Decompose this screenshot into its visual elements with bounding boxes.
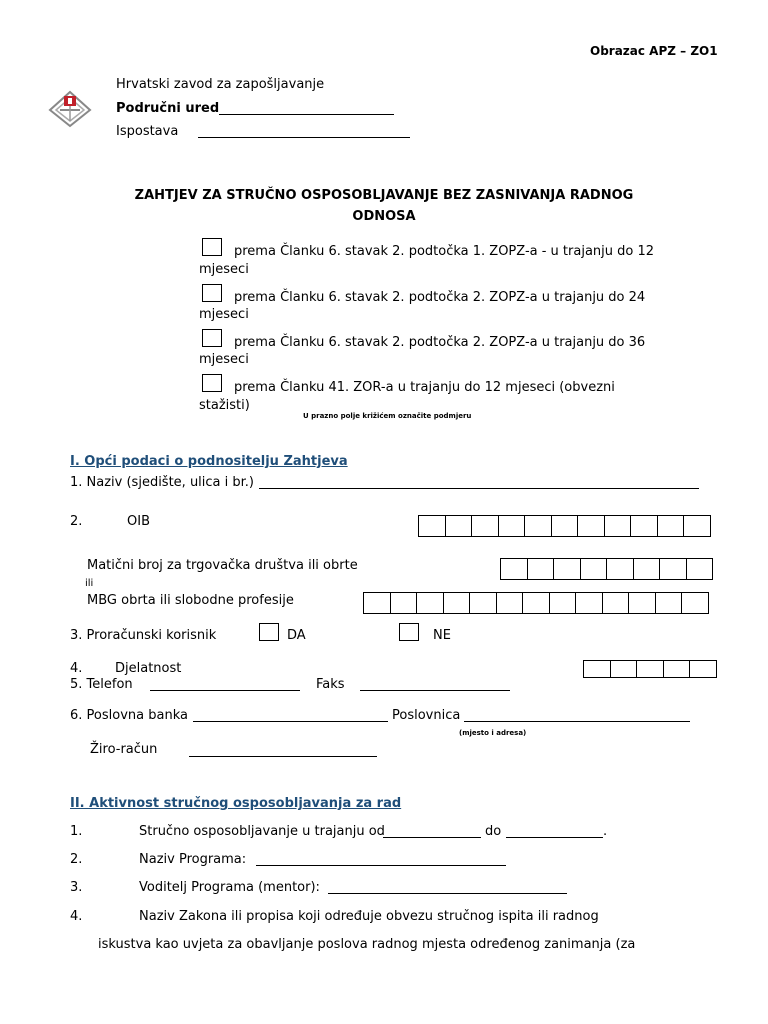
mbg-cell[interactable] bbox=[628, 592, 656, 614]
budget-user-yes-checkbox[interactable] bbox=[259, 623, 279, 641]
duration-end-period: . bbox=[603, 824, 608, 839]
mb-cell[interactable] bbox=[500, 558, 528, 580]
regional-office-label: Područni ured bbox=[116, 101, 220, 116]
duration-to-field[interactable] bbox=[506, 837, 603, 838]
s2-item-3-text: Voditelj Programa (mentor): bbox=[139, 880, 320, 895]
fax-label: Faks bbox=[316, 677, 345, 692]
program-name-field[interactable] bbox=[256, 865, 506, 866]
item-2-number: 2. bbox=[70, 514, 83, 529]
s2-item-4-text: Naziv Zakona ili propisa koji određuje obvezu stručnog ispita ili radnog bbox=[139, 909, 599, 924]
bank-field[interactable] bbox=[193, 721, 388, 722]
mb-cell[interactable] bbox=[580, 558, 608, 580]
oib-cell[interactable] bbox=[445, 515, 473, 537]
activity-cell[interactable] bbox=[610, 660, 638, 678]
item-5-label: 5. Telefon bbox=[70, 677, 133, 692]
mb-cell[interactable] bbox=[553, 558, 581, 580]
regional-office-field[interactable] bbox=[219, 114, 394, 115]
oib-cell[interactable] bbox=[577, 515, 605, 537]
mb-grid[interactable] bbox=[500, 558, 713, 580]
no-label: NE bbox=[433, 628, 451, 643]
mb-cell[interactable] bbox=[686, 558, 714, 580]
mbg-grid[interactable] bbox=[363, 592, 709, 614]
oib-cell[interactable] bbox=[604, 515, 632, 537]
mbg-label: MBG obrta ili slobodne profesije bbox=[87, 593, 294, 608]
oib-cell[interactable] bbox=[524, 515, 552, 537]
option-4-checkbox[interactable] bbox=[202, 374, 222, 392]
branch-label: Ispostava bbox=[116, 124, 179, 139]
oib-label: OIB bbox=[127, 514, 150, 529]
mb-cell[interactable] bbox=[659, 558, 687, 580]
account-label: Žiro-račun bbox=[90, 742, 158, 757]
s2-item-1-number: 1. bbox=[70, 824, 83, 839]
branch-field[interactable] bbox=[198, 137, 410, 138]
options-note: U prazno polje križićem označite podmjeru bbox=[303, 412, 472, 420]
oib-cell[interactable] bbox=[683, 515, 711, 537]
phone-field[interactable] bbox=[150, 690, 300, 691]
activity-cell[interactable] bbox=[636, 660, 664, 678]
oib-cell[interactable] bbox=[418, 515, 446, 537]
option-4-text: prema Članku 41. ZOR-a u trajanju do 12 mjeseci (obvezni bbox=[234, 380, 615, 395]
s2-item-1-text: Stručno osposobljavanje u trajanju od bbox=[139, 824, 385, 839]
institution-name: Hrvatski zavod za zapošljavanje bbox=[116, 77, 325, 92]
option-2-text-cont: mjeseci bbox=[199, 307, 249, 322]
mbg-cell[interactable] bbox=[549, 592, 577, 614]
s2-item-4-number: 4. bbox=[70, 909, 83, 924]
s2-item-4-continuation: iskustva kao uvjeta za obavljanje poslova radnog mjesta određenog zanimanja (za bbox=[98, 937, 636, 952]
account-field[interactable] bbox=[189, 756, 377, 757]
s2-item-2-number: 2. bbox=[70, 852, 83, 867]
name-address-field[interactable] bbox=[259, 488, 699, 489]
option-1-text-cont: mjeseci bbox=[199, 262, 249, 277]
option-1-text: prema Članku 6. stavak 2. podtočka 1. ZOPZ-a - u trajanju do 12 bbox=[234, 244, 655, 259]
form-code: Obrazac APZ – ZO1 bbox=[590, 44, 718, 58]
mbg-cell[interactable] bbox=[363, 592, 391, 614]
option-1-checkbox[interactable] bbox=[202, 238, 222, 256]
duration-from-field[interactable] bbox=[383, 837, 481, 838]
activity-label: Djelatnost bbox=[115, 661, 182, 676]
oib-grid[interactable] bbox=[418, 515, 711, 537]
mbg-cell[interactable] bbox=[390, 592, 418, 614]
mbg-cell[interactable] bbox=[575, 592, 603, 614]
mentor-field[interactable] bbox=[328, 893, 567, 894]
mb-cell[interactable] bbox=[527, 558, 555, 580]
mbg-cell[interactable] bbox=[602, 592, 630, 614]
branch-office-note: (mjesto i adresa) bbox=[459, 729, 527, 737]
oib-cell[interactable] bbox=[551, 515, 579, 537]
s2-item-3-number: 3. bbox=[70, 880, 83, 895]
activity-cell[interactable] bbox=[583, 660, 611, 678]
mb-label: Matični broj za trgovačka društva ili obrte bbox=[87, 558, 358, 573]
option-3-text: prema Članku 6. stavak 2. podtočka 2. ZOPZ-a u trajanju do 36 bbox=[234, 335, 646, 350]
oib-cell[interactable] bbox=[471, 515, 499, 537]
duration-to-label: do bbox=[485, 824, 502, 839]
mbg-cell[interactable] bbox=[522, 592, 550, 614]
option-4-text-cont: stažisti) bbox=[199, 398, 250, 413]
or-label: ili bbox=[85, 578, 94, 589]
section-2-title: II. Aktivnost stručnog osposobljavanja za rad bbox=[70, 796, 402, 811]
yes-label: DA bbox=[287, 628, 306, 643]
item-4-number: 4. bbox=[70, 661, 83, 676]
mbg-cell[interactable] bbox=[469, 592, 497, 614]
option-2-text: prema Članku 6. stavak 2. podtočka 2. ZOPZ-a u trajanju do 24 bbox=[234, 290, 646, 305]
activity-grid[interactable] bbox=[583, 660, 717, 678]
fax-field[interactable] bbox=[360, 690, 510, 691]
s2-item-2-text: Naziv Programa: bbox=[139, 852, 247, 867]
mbg-cell[interactable] bbox=[443, 592, 471, 614]
item-6-label: 6. Poslovna banka bbox=[70, 708, 188, 723]
item-1-label: 1. Naziv (sjedište, ulica i br.) bbox=[70, 475, 254, 490]
option-3-text-cont: mjeseci bbox=[199, 352, 249, 367]
mbg-cell[interactable] bbox=[416, 592, 444, 614]
item-3-label: 3. Proračunski korisnik bbox=[70, 628, 217, 643]
form-title-line2: ODNOSA bbox=[352, 209, 416, 224]
option-3-checkbox[interactable] bbox=[202, 329, 222, 347]
mbg-cell[interactable] bbox=[681, 592, 709, 614]
form-title-line1: ZAHTJEV ZA STRUČNO OSPOSOBLJAVANJE BEZ ZASNIVANJA RADNOG bbox=[134, 188, 634, 203]
activity-cell[interactable] bbox=[663, 660, 691, 678]
mb-cell[interactable] bbox=[606, 558, 634, 580]
hzz-logo-icon bbox=[48, 90, 92, 128]
branch-office-field[interactable] bbox=[464, 721, 690, 722]
section-1-title: I. Opći podaci o podnositelju Zahtjeva bbox=[70, 454, 348, 469]
oib-cell[interactable] bbox=[498, 515, 526, 537]
mb-cell[interactable] bbox=[633, 558, 661, 580]
option-2-checkbox[interactable] bbox=[202, 284, 222, 302]
mbg-cell[interactable] bbox=[496, 592, 524, 614]
branch-office-label: Poslovnica bbox=[392, 708, 461, 723]
oib-cell[interactable] bbox=[630, 515, 658, 537]
oib-cell[interactable] bbox=[657, 515, 685, 537]
activity-cell[interactable] bbox=[689, 660, 717, 678]
budget-user-no-checkbox[interactable] bbox=[399, 623, 419, 641]
mbg-cell[interactable] bbox=[655, 592, 683, 614]
